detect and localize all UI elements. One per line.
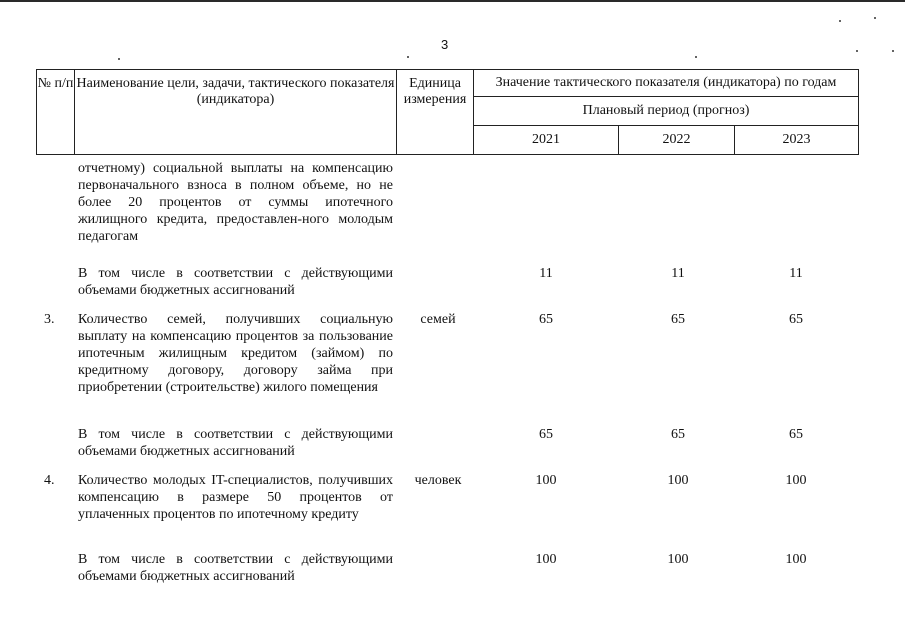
scan-speck xyxy=(695,56,697,58)
row-unit: человек xyxy=(414,473,462,488)
table-header xyxy=(36,69,859,155)
value-2021: 65 xyxy=(539,312,553,327)
value-2022: 11 xyxy=(671,266,685,281)
scan-speck xyxy=(839,20,841,22)
header-name: Наименование цели, задачи, тактического показателя (индикатора) xyxy=(76,76,395,107)
row-number: 3. xyxy=(44,312,55,327)
value-2022: 65 xyxy=(671,427,685,442)
value-2021: 100 xyxy=(535,552,557,567)
row-number: 4. xyxy=(44,473,55,488)
row-description: отчетному) социальной выплаты на компенсацию первоначального взноса в полном объеме, но не более 20 процентов от суммы ипотечного жилищного кредита, предоставлен-ного молодым педагогам xyxy=(78,161,393,244)
value-2022: 100 xyxy=(667,473,689,488)
row-description: В том числе в соответствии с действующими объемами бюджетных ассигнований xyxy=(78,266,393,298)
header-num-cell xyxy=(37,70,75,155)
scan-speck xyxy=(407,56,409,58)
header-period: Плановый период (прогноз) xyxy=(474,97,859,126)
scan-speck xyxy=(892,50,894,52)
row-description: В том числе в соответствии с действующими объемами бюджетных ассигнований xyxy=(78,552,393,584)
value-2023: 100 xyxy=(785,552,807,567)
scan-speck xyxy=(118,58,120,60)
value-2021: 11 xyxy=(539,266,553,281)
value-2023: 11 xyxy=(789,266,803,281)
header-unit-cell xyxy=(397,70,474,155)
header-year: 2022 xyxy=(619,126,735,155)
value-2021: 65 xyxy=(539,427,553,442)
row-description: В том числе в соответствии с действующими объемами бюджетных ассигнований xyxy=(78,427,393,459)
header-values: Значение тактического показателя (индикатора) по годам xyxy=(474,70,859,97)
value-2021: 100 xyxy=(535,473,557,488)
header-num: № п/п xyxy=(37,76,74,91)
header-unit: Единица измерения xyxy=(403,76,467,107)
row-unit: семей xyxy=(420,312,456,327)
header-year: 2021 xyxy=(474,126,619,155)
value-2022: 65 xyxy=(671,312,685,327)
header-year: 2023 xyxy=(735,126,859,155)
value-2023: 100 xyxy=(785,473,807,488)
scan-speck xyxy=(874,17,876,19)
header-name-cell xyxy=(75,70,397,155)
page-number: 3 xyxy=(441,37,449,52)
scan-top-rule xyxy=(0,0,905,2)
value-2022: 100 xyxy=(667,552,689,567)
value-2023: 65 xyxy=(789,312,803,327)
row-description: Количество молодых IT-специалистов, получивших компенсацию в размере 50 процентов от уплаченных процентов по ипотечному кредиту xyxy=(78,473,393,522)
scan-speck xyxy=(856,50,858,52)
row-description: Количество семей, получивших социальную выплату на компенсацию процентов за пользование ипотечным жилищным кредитом (займом) по кредитному договору, договору займа при приобретении (строительстве) жилого помещения xyxy=(78,312,393,395)
value-2023: 65 xyxy=(789,427,803,442)
